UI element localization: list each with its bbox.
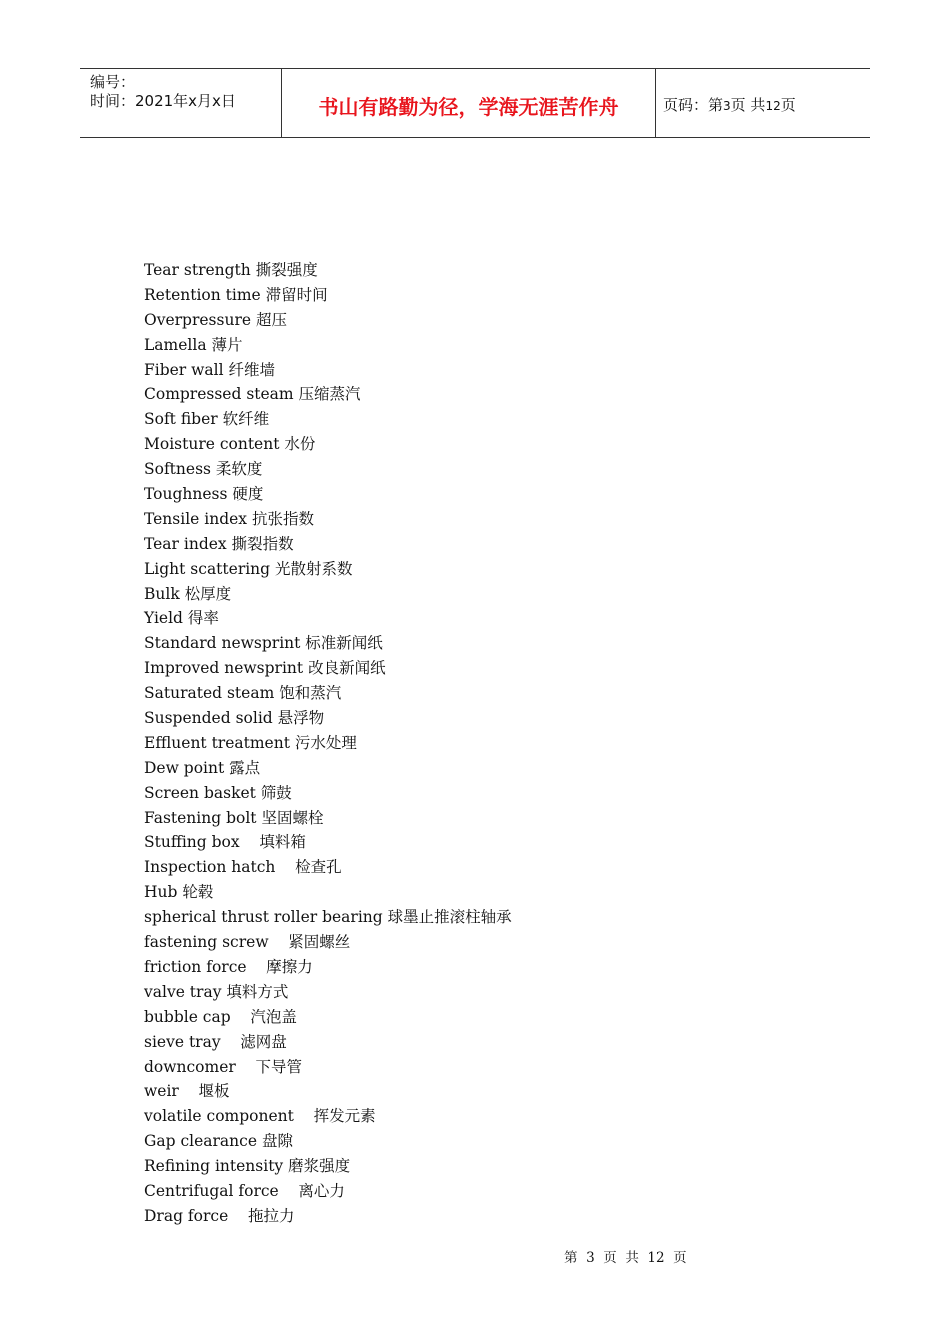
glossary-item: Dew point 露点 (144, 758, 261, 777)
glossary-item: Standard newsprint 标准新闻纸 (144, 634, 383, 653)
glossary-item: bubble cap 汽泡盖 (144, 1007, 297, 1026)
glossary-item: Moisture content 水份 (144, 435, 316, 454)
glossary-item: Suspended solid 悬浮物 (144, 709, 325, 728)
glossary-item: fastening screw 紧固螺丝 (144, 933, 351, 952)
glossary-item: Saturated steam 饱和蒸汽 (144, 684, 342, 703)
glossary-item: valve tray 填料方式 (144, 982, 289, 1001)
glossary-item: Tear index 撕裂指数 (144, 534, 294, 553)
glossary-item: weir 堰板 (144, 1082, 230, 1101)
glossary-item: Bulk 松厚度 (144, 584, 232, 603)
document-number-label: 编号： (90, 73, 136, 91)
page-prefix: 页码：第 (663, 96, 724, 114)
glossary-item: Inspection hatch 检查孔 (144, 858, 342, 877)
glossary-item: friction force 摩擦力 (144, 957, 313, 976)
glossary-item: Tear strength 撕裂强度 (144, 261, 318, 279)
glossary-item: Softness 柔软度 (144, 460, 263, 479)
glossary-item: volatile component 挥发元素 (144, 1107, 376, 1126)
glossary-item: Toughness 硬度 (144, 485, 264, 504)
page-info (663, 94, 796, 115)
glossary-item: Stuffing box 填料箱 (144, 833, 306, 852)
page-footer: 第 3 页 共 12 页 (564, 1250, 687, 1266)
glossary-item: downcomer 下导管 (144, 1057, 303, 1076)
header-motto-cell (281, 69, 656, 137)
glossary-item: Light scattering 光散射系数 (144, 559, 353, 578)
glossary-item: sieve tray 滤网盘 (144, 1032, 287, 1051)
motto: 书山有路勤为径，学海无涯苦作舟 (318, 95, 619, 119)
page-header (80, 68, 870, 138)
glossary-item: Centrifugal force 离心力 (144, 1181, 345, 1200)
glossary-item: Refining intensity 磨浆强度 (144, 1157, 351, 1176)
glossary-item: Hub 轮毂 (144, 883, 214, 902)
glossary-item: spherical thrust roller bearing 球墨止推滚柱轴承 (144, 908, 512, 927)
glossary-item: Effluent treatment 污水处理 (144, 733, 357, 752)
glossary-item: Overpressure 超压 (144, 310, 287, 329)
glossary-item: Fiber wall 纤维墙 (144, 360, 275, 379)
glossary-item: Gap clearance 盘隙 (144, 1132, 293, 1151)
page-total: 12 (765, 99, 781, 113)
glossary-item: Fastening bolt 坚固螺栓 (144, 808, 324, 827)
glossary-item: Soft fiber 软纤维 (144, 410, 270, 429)
glossary-item: Tensile index 抗张指数 (144, 509, 314, 528)
glossary-list (144, 258, 512, 1229)
glossary-item: Drag force 拖拉力 (144, 1206, 295, 1225)
document-time: 时间：2021年x月x日 (90, 92, 236, 110)
header-meta (80, 69, 280, 137)
glossary-item: Yield 得率 (144, 609, 219, 628)
glossary-item: Lamella 薄片 (144, 335, 243, 354)
glossary-item: Compressed steam 压缩蒸汽 (144, 385, 361, 404)
page-middle: 页 共 (730, 96, 766, 114)
glossary-item: Retention time 滞留时间 (144, 285, 328, 304)
header-page-cell (655, 69, 870, 137)
page-current: 3 (723, 99, 731, 113)
glossary-item: Improved newsprint 改良新闻纸 (144, 659, 386, 678)
glossary-item: Screen basket 筛鼓 (144, 783, 292, 802)
page-suffix: 页 (780, 96, 796, 114)
